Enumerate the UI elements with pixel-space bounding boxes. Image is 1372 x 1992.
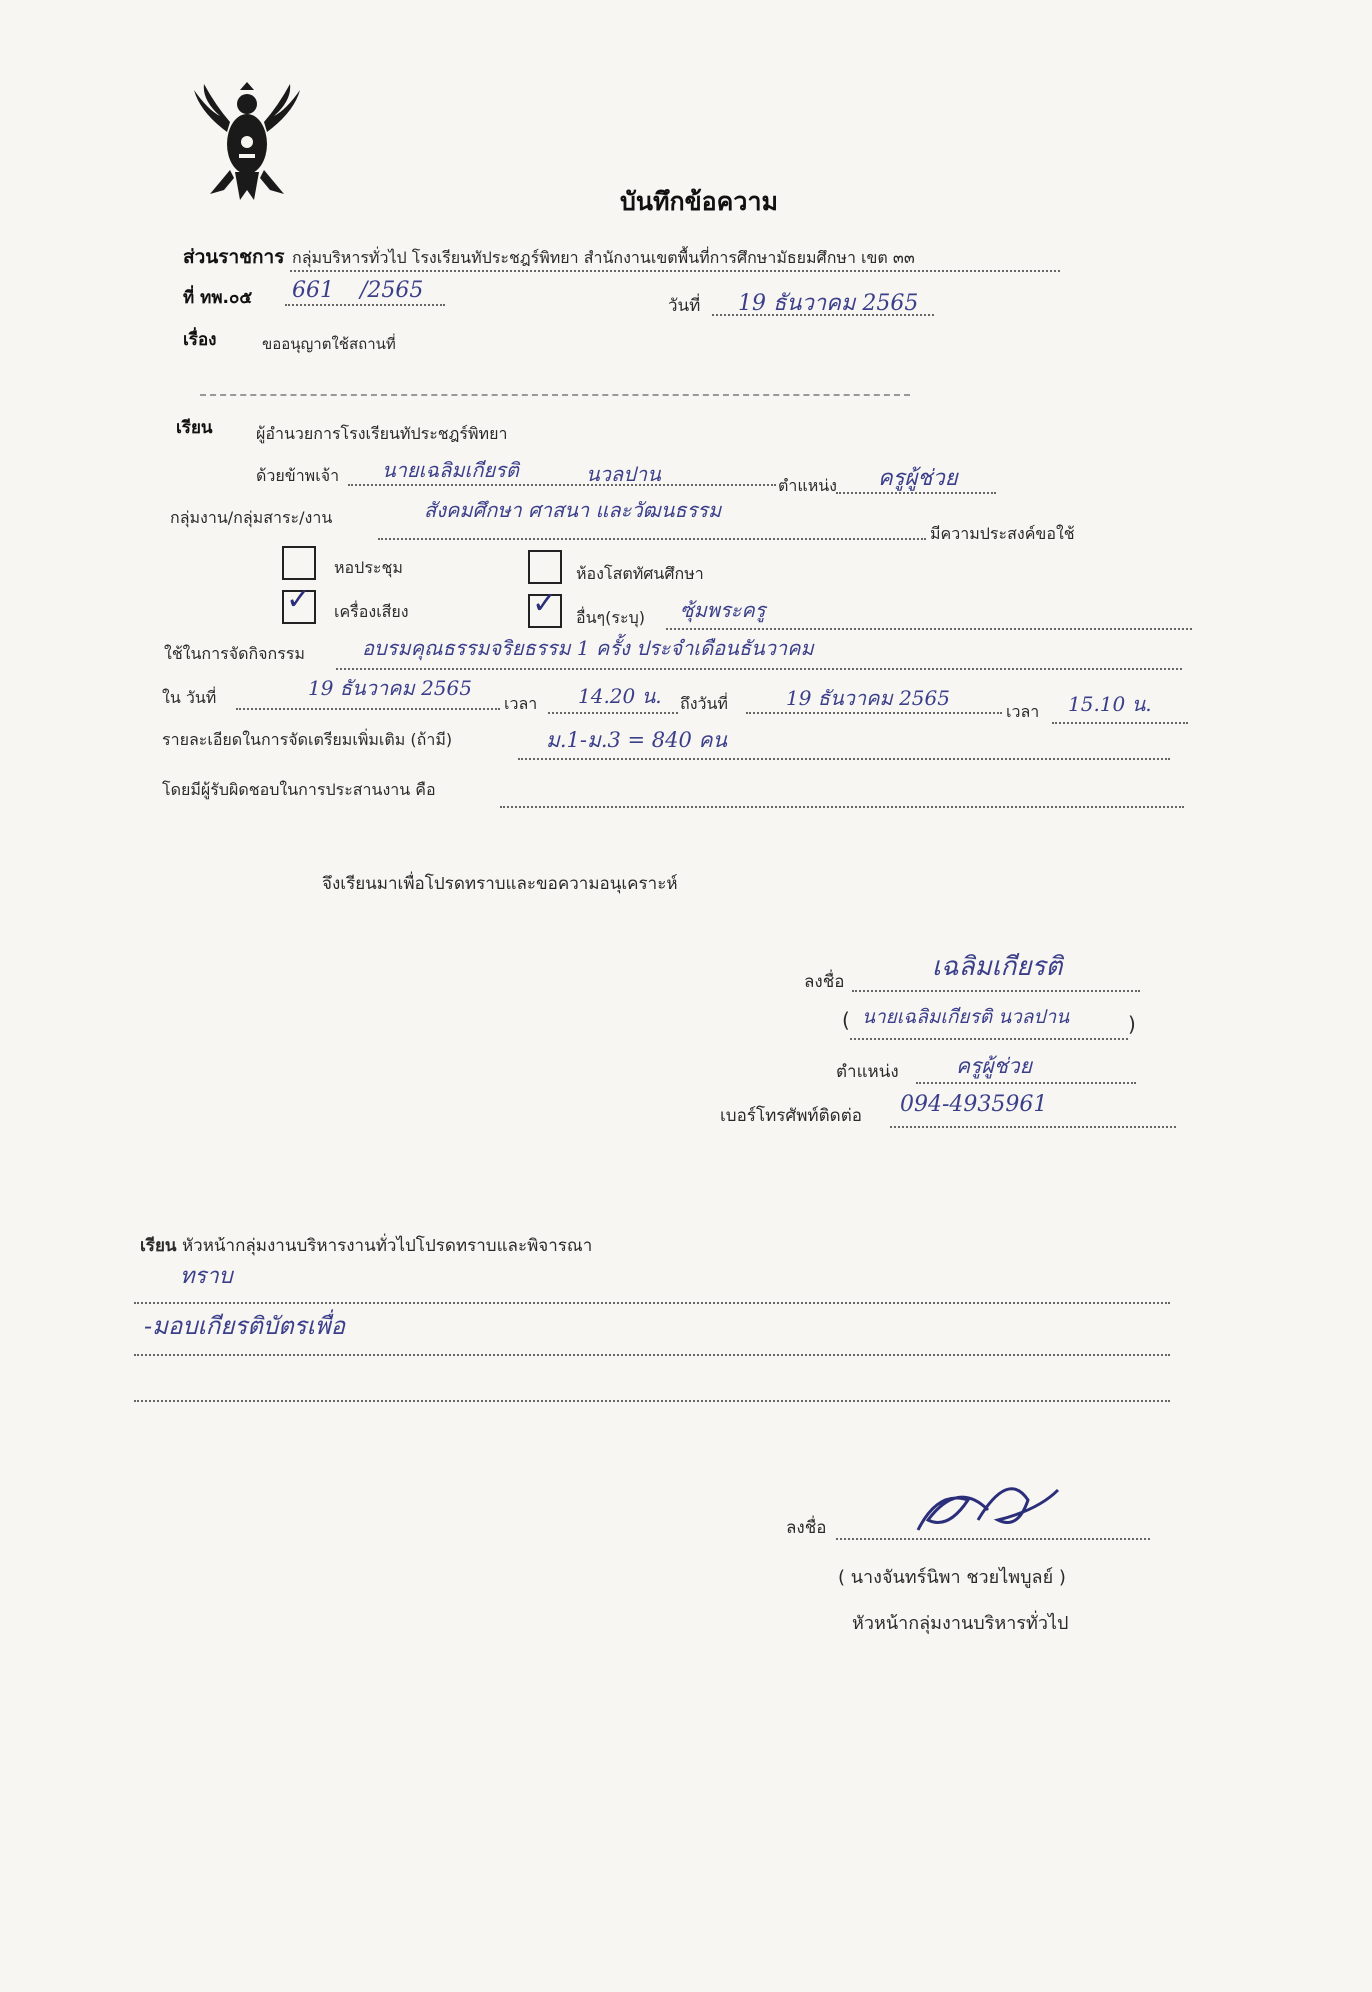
details-value: ม.1-ม.3 = 840 คน bbox=[546, 728, 727, 752]
ref-number: 661 bbox=[292, 278, 334, 303]
date-label: วันที่ bbox=[668, 296, 701, 316]
agency-label: ส่วนราชการ bbox=[183, 246, 285, 268]
option-sound-system-label: เครื่องเสียง bbox=[334, 602, 409, 621]
ref-year: /2565 bbox=[360, 278, 424, 303]
checkbox-meeting-hall[interactable] bbox=[282, 546, 316, 580]
responsible-label: โดยมีผู้รับผิดชอบในการประสานงาน คือ bbox=[162, 780, 436, 799]
name-close-paren: ) bbox=[1128, 1012, 1136, 1036]
approval-note-1: ทราบ bbox=[180, 1264, 233, 1289]
intent-text: มีความประสงค์ขอใช้ bbox=[930, 524, 1075, 543]
option-meeting-hall-label: หอประชุม bbox=[334, 558, 403, 577]
approval-note-2: -มอบเกียรติบัตรเพื่อ bbox=[144, 1312, 345, 1340]
on-date-label: ใน วันที่ bbox=[162, 688, 217, 707]
group-value: สังคมศึกษา ศาสนา และวัฒนธรรม bbox=[424, 498, 722, 522]
garuda-emblem bbox=[190, 82, 305, 202]
time-to-label: เวลา bbox=[1006, 702, 1040, 721]
date-value: 19 ธันวาคม 2565 bbox=[738, 291, 919, 316]
position-value: ครูผู้ช่วย bbox=[878, 466, 958, 491]
closing-text: จึงเรียนมาเพื่อโปรดทราบและขอความอนุเคราะห์ bbox=[322, 874, 678, 894]
approval-to bbox=[140, 1232, 592, 1259]
checkmark-icon: ✓ bbox=[286, 582, 312, 617]
position-label: ตำแหน่ง bbox=[778, 476, 837, 495]
requester-name: นายเฉลิมเกียรติ bbox=[382, 458, 519, 482]
checkbox-av-room[interactable] bbox=[528, 550, 562, 584]
to-date-value: 19 ธันวาคม 2565 bbox=[786, 686, 950, 710]
activity-label: ใช้ในการจัดกิจกรรม bbox=[164, 644, 305, 663]
signer-position-label: ตำแหน่ง bbox=[836, 1062, 899, 1082]
activity-value: อบรมคุณธรรมจริยธรรม 1 ครั้ง ประจำเดือนธันวาคม bbox=[362, 636, 814, 660]
approval-to-label: เรียน bbox=[140, 1236, 177, 1256]
phone-value: 094-4935961 bbox=[900, 1092, 1048, 1117]
sign-label: ลงชื่อ bbox=[804, 972, 845, 992]
sign2-name: ( นางจันทร์นิพา ชวยไพบูลย์ ) bbox=[838, 1567, 1066, 1588]
sign2-position: หัวหน้ากลุ่มงานบริหารทั่วไป bbox=[852, 1613, 1069, 1634]
approval-to-value: หัวหน้ากลุ่มงานบริหารงานทั่วไปโปรดทราบและพิจารณา bbox=[181, 1236, 593, 1256]
group-label: กลุ่มงาน/กลุ่มสาระ/งาน bbox=[170, 508, 333, 527]
phone-label: เบอร์โทรศัพท์ติดต่อ bbox=[720, 1106, 862, 1126]
option-other-value: ซุ้มพระครู bbox=[680, 598, 766, 622]
on-date-value: 19 ธันวาคม 2565 bbox=[308, 676, 472, 700]
subject-label: เรื่อง bbox=[183, 330, 217, 350]
requester-surname: นวลปาน bbox=[586, 462, 661, 486]
signature-scribble: เฉลิมเกียรติ bbox=[932, 952, 1063, 982]
signer-position-value: ครูผู้ช่วย bbox=[956, 1054, 1032, 1078]
subject-value: ขออนุญาตใช้สถานที่ bbox=[262, 335, 396, 353]
ref-label: ที่ ทพ.๐๕ bbox=[183, 288, 253, 308]
to-label: เรียน bbox=[176, 418, 213, 438]
time-from: 14.20 น. bbox=[578, 684, 662, 708]
agency-value: กลุ่มบริหารทั่วไป โรงเรียนทัประชฎร์พิทยา สำนักงานเขตพื้นที่การศึกษามัธยมศึกษา เขต ๓๓ bbox=[292, 248, 915, 267]
time-to: 15.10 น. bbox=[1068, 692, 1152, 716]
option-av-room-label: ห้องโสตทัศนศึกษา bbox=[576, 564, 704, 583]
sign2-label: ลงชื่อ bbox=[786, 1518, 827, 1538]
i-label: ด้วยข้าพเจ้า bbox=[256, 466, 340, 485]
time-label: เวลา bbox=[504, 694, 538, 713]
signer-name: นายเฉลิมเกียรติ นวลปาน bbox=[862, 1006, 1070, 1028]
to-value: ผู้อำนวยการโรงเรียนทัประชฎร์พิทยา bbox=[256, 424, 508, 443]
checkmark-icon: ✓ bbox=[532, 586, 558, 621]
name-open-paren: ( bbox=[842, 1008, 850, 1032]
details-label: รายละเอียดในการจัดเตรียมเพิ่มเติม (ถ้ามี) bbox=[162, 730, 453, 749]
document-title: บันทึกข้อความ bbox=[620, 187, 778, 216]
to-date-label: ถึงวันที่ bbox=[680, 694, 728, 713]
option-other-label: อื่นๆ(ระบุ) bbox=[576, 608, 645, 627]
